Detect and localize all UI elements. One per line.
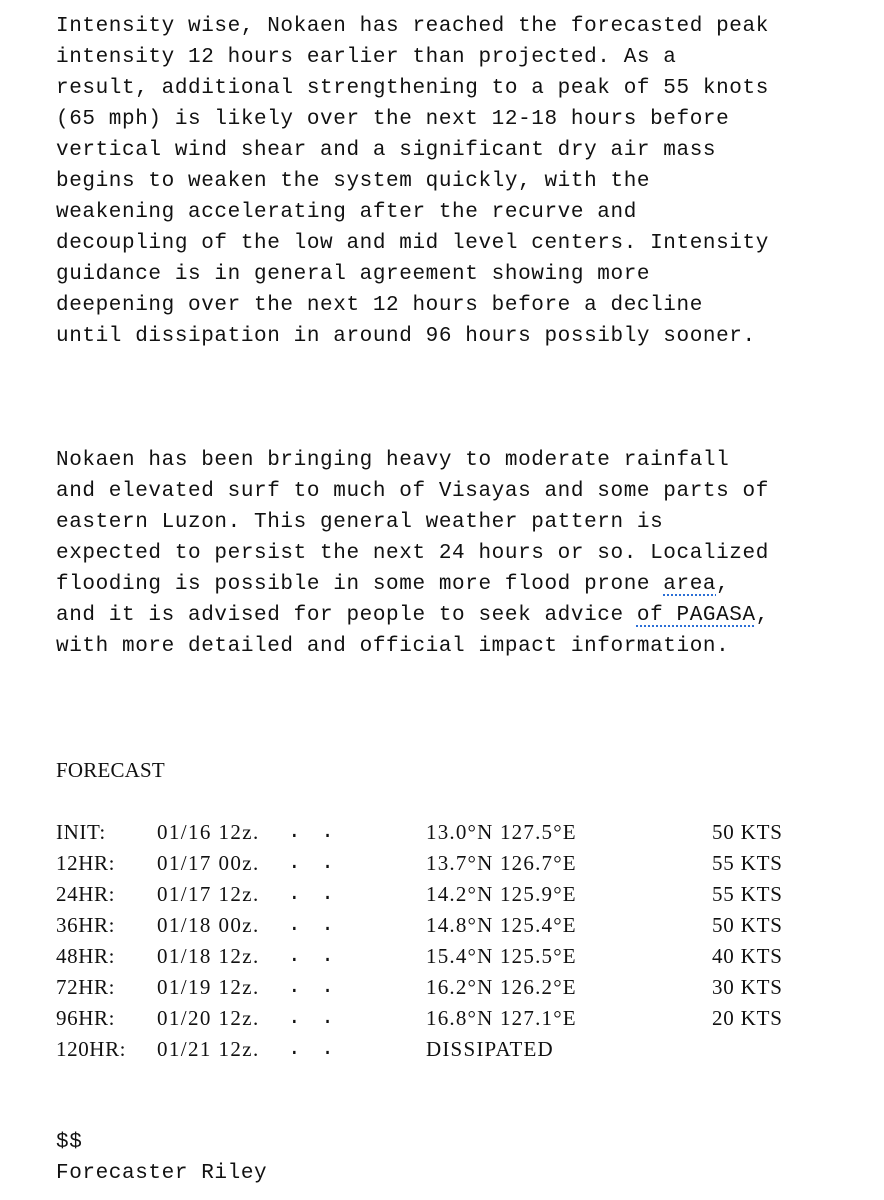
text-line: weakening accelerating after the recurve and [56, 201, 637, 224]
forecast-position: 14.8°N 125.4°E [426, 913, 577, 937]
document-body [56, 11, 856, 1189]
forecast-hour-label: 48HR: [56, 944, 116, 968]
text-line: vertical wind shear and a significant dry air mass [56, 139, 717, 162]
forecast-intensity: 20 KTS [712, 1006, 783, 1030]
forecast-dots: . . [288, 883, 338, 906]
text-line: Nokaen has been bringing heavy to moderate rainfall [56, 449, 730, 472]
forecaster-signature: Forecaster Riley [56, 1162, 268, 1185]
forecast-position: 14.2°N 125.9°E [426, 882, 577, 906]
forecast-dots: . . [288, 976, 338, 999]
paragraph-spacer [56, 1065, 856, 1127]
forecast-intensity: 50 KTS [712, 820, 783, 844]
forecast-dots: . . [288, 945, 338, 968]
text-line: (65 mph) is likely over the next 12-18 hours before [56, 108, 730, 131]
impacts-paragraph [56, 445, 856, 662]
paragraph-spacer [56, 352, 856, 445]
text-line: until dissipation in around 96 hours possibly sooner. [56, 325, 756, 348]
end-marker: $$ [56, 1131, 83, 1154]
forecast-row [56, 879, 856, 910]
forecast-time: 01/18 12z. [157, 944, 260, 968]
spellcheck-flagged-phrase[interactable]: of PAGASA [636, 604, 756, 627]
forecast-time: 01/16 12z. [157, 820, 260, 844]
text-line: with more detailed and official impact information. [56, 635, 730, 658]
text-fragment: flooding is possible in some more flood prone [56, 573, 664, 596]
forecast-intensity: 55 KTS [712, 882, 783, 906]
forecast-hour-label: 12HR: [56, 851, 116, 875]
forecast-time: 01/17 00z. [157, 851, 260, 875]
forecast-dots: . . [288, 852, 338, 875]
text-line: result, additional strengthening to a peak of 55 knots [56, 77, 769, 100]
spellcheck-flagged-word[interactable]: area [663, 573, 717, 596]
forecast-position: 15.4°N 125.5°E [426, 944, 577, 968]
text-line: intensity 12 hours earlier than projected. As a [56, 46, 677, 69]
forecast-time: 01/17 12z. [157, 882, 260, 906]
text-line [56, 569, 856, 600]
text-line: and elevated surf to much of Visayas and some parts of [56, 480, 769, 503]
text-line: Intensity wise, Nokaen has reached the forecasted peak [56, 15, 769, 38]
forecast-position: 13.7°N 126.7°E [426, 851, 577, 875]
text-fragment: and it is advised for people to seek advice [56, 604, 637, 627]
text-line: expected to persist the next 24 hours or so. Localized [56, 542, 769, 565]
forecast-intensity: 30 KTS [712, 975, 783, 999]
forecast-dots: . . [288, 1038, 338, 1061]
forecast-time: 01/19 12z. [157, 975, 260, 999]
forecast-table [56, 817, 856, 1065]
forecast-row [56, 972, 856, 1003]
forecast-row [56, 817, 856, 848]
forecast-hour-label: 24HR: [56, 882, 116, 906]
forecast-hour-label: 96HR: [56, 1006, 116, 1030]
forecast-intensity: 55 KTS [712, 851, 783, 875]
forecast-position: 16.8°N 127.1°E [426, 1006, 577, 1030]
text-line: decoupling of the low and mid level centers. Intensity [56, 232, 769, 255]
forecast-time: 01/18 00z. [157, 913, 260, 937]
text-line [56, 600, 856, 631]
forecast-time: 01/20 12z. [157, 1006, 260, 1030]
paragraph-spacer [56, 662, 856, 755]
forecast-row [56, 1003, 856, 1034]
forecast-hour-label: INIT: [56, 820, 106, 844]
forecast-intensity: 50 KTS [712, 913, 783, 937]
forecast-hour-label: 120HR: [56, 1037, 127, 1061]
text-line: eastern Luzon. This general weather pattern is [56, 511, 664, 534]
forecast-time: 01/21 12z. [157, 1037, 260, 1061]
forecast-hour-label: 72HR: [56, 975, 116, 999]
forecast-position: 13.0°N 127.5°E [426, 820, 577, 844]
forecast-position: 16.2°N 126.2°E [426, 975, 577, 999]
forecast-position: DISSIPATED [426, 1037, 554, 1061]
text-fragment: , [755, 604, 769, 627]
forecast-dots: . . [288, 821, 338, 844]
forecast-hour-label: 36HR: [56, 913, 116, 937]
text-line: begins to weaken the system quickly, with the [56, 170, 651, 193]
intensity-paragraph [56, 11, 856, 352]
forecast-heading: FORECAST [56, 758, 165, 782]
forecast-row [56, 1034, 856, 1065]
paragraph-spacer [56, 786, 856, 817]
forecast-dots: . . [288, 914, 338, 937]
text-line: deepening over the next 12 hours before a decline [56, 294, 703, 317]
text-fragment: , [716, 573, 730, 596]
forecast-row [56, 941, 856, 972]
forecast-row [56, 910, 856, 941]
text-line: guidance is in general agreement showing more [56, 263, 651, 286]
forecast-intensity: 40 KTS [712, 944, 783, 968]
forecast-dots: . . [288, 1007, 338, 1030]
forecast-row [56, 848, 856, 879]
